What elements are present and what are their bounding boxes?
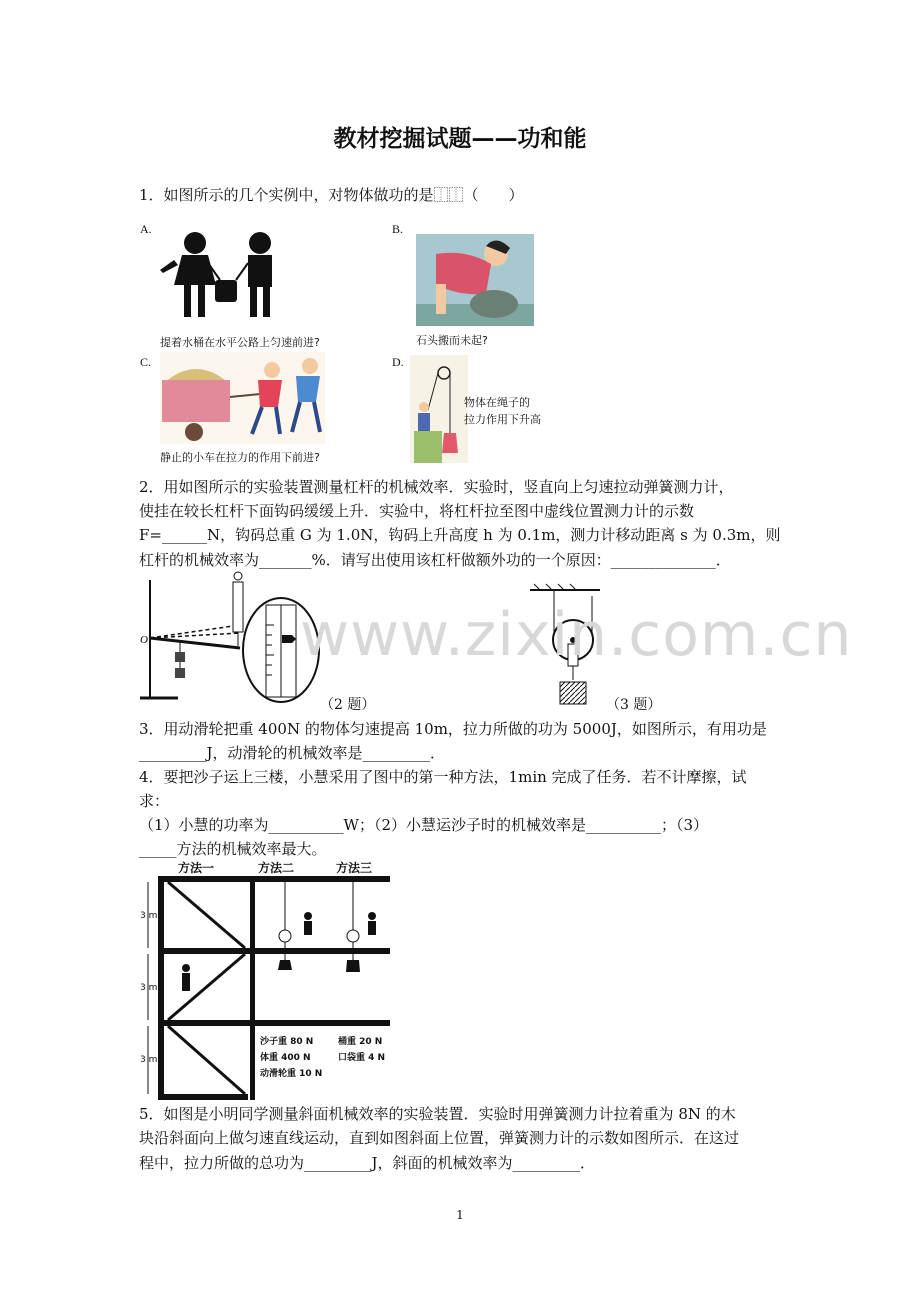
q2-line-1: 2．用如图所示的实验装置测量杠杆的机械效率．实验时，竖直向上匀速拉动弹簧测力计，: [139, 478, 734, 496]
height-label-3: 3 m: [140, 1055, 158, 1065]
q1-option-c-caption: 静止的小车在拉力的作用下前进?: [160, 451, 320, 464]
method-1-label: 方法一: [178, 861, 215, 875]
q1-stem: 1．如图所示的几个实例中，对物体做功的是⿰⿰（ ）: [139, 186, 524, 204]
q1-option-b-caption: 石头搬而未起?: [416, 334, 488, 347]
q2-figure-label: （2 题）: [320, 697, 376, 713]
height-label-2: 3 m: [140, 983, 158, 993]
q2-line-2: 使挂在较长杠杆下面钩码缓缓上升．实验中，将杠杆拉至图中虚线位置测力计的示数: [139, 502, 695, 520]
q4-line-1: 4．要把沙子运上三楼，小慧采用了图中的第一种方法，1min 完成了任务．若不计摩擦，试: [139, 768, 747, 786]
q1-option-b-letter: B.: [392, 222, 404, 236]
q2-line-4: 杠杆的机械效率为_______%．请写出使用该杠杆做额外功的一个原因：______________．: [139, 551, 731, 569]
page-number: 1: [456, 1208, 464, 1222]
note-bag-weight: 口袋重 4 N: [338, 1053, 386, 1063]
q5-line-1: 5．如图是小明同学测量斜面机械效率的实验装置．实验时用弹簧测力计拉着重为 8N 的木: [139, 1105, 736, 1123]
note-pulley-weight: 动滑轮重 10 N: [260, 1069, 323, 1079]
height-label-1: 3 m: [140, 911, 158, 921]
note-sand-weight: 沙子重 80 N: [260, 1037, 314, 1047]
method-3-label: 方法三: [336, 861, 373, 875]
q1-option-c-image: [160, 352, 325, 444]
q4-line-2: 求：: [139, 792, 170, 810]
q3-figure-label: （3 题）: [606, 697, 662, 713]
q1-option-a-image: [160, 225, 290, 330]
q1-option-d-caption-1: 物体在绳子的: [464, 396, 530, 409]
lever-pivot-label: O: [140, 634, 148, 646]
watermark: www.zixin.com.cn: [300, 600, 853, 670]
q1-option-d-letter: D.: [392, 355, 404, 369]
q1-option-d-image: [410, 355, 468, 463]
q1-option-d-caption-2: 拉力作用下升高: [464, 413, 541, 426]
q2-line-3: F=______N，钩码总重 G 为 1.0N，钩码上升高度 h 为 0.1m，测力计移动距离 s 为 0.3m，则: [139, 526, 781, 544]
method-2-label: 方法二: [258, 861, 295, 875]
q3-line-1: 3．用动滑轮把重 400N 的物体匀速提高 10m，拉力所做的功为 5000J，如图所示，有用功是: [139, 720, 767, 738]
q4-line-4: _____方法的机械效率最大。: [139, 840, 327, 858]
q1-option-a-letter: A.: [140, 222, 152, 236]
three-methods-figure: [140, 858, 392, 1102]
q3-line-2: _________J，动滑轮的机械效率是_________．: [139, 744, 446, 762]
q1-option-a-caption: 提着水桶在水平公路上匀速前进?: [160, 336, 320, 349]
note-bucket-weight: 桶重 20 N: [338, 1037, 383, 1047]
q1-option-c-letter: C.: [140, 355, 152, 369]
q5-line-3: 程中，拉力所做的总功为_________J，斜面的机械效率为_________．: [139, 1154, 596, 1172]
q5-line-2: 块沿斜面向上做匀速直线运动，直到如图斜面上位置，弹簧测力计的示数如图所示．在这过: [139, 1129, 740, 1147]
note-body-weight: 体重 400 N: [260, 1053, 311, 1063]
q4-line-3: （1）小慧的功率为__________W；（2）小慧运沙子时的机械效率是__________；（3）: [139, 816, 709, 834]
page-title: 教材挖掘试题——功和能: [333, 126, 587, 152]
q1-option-b-image: [416, 234, 534, 326]
